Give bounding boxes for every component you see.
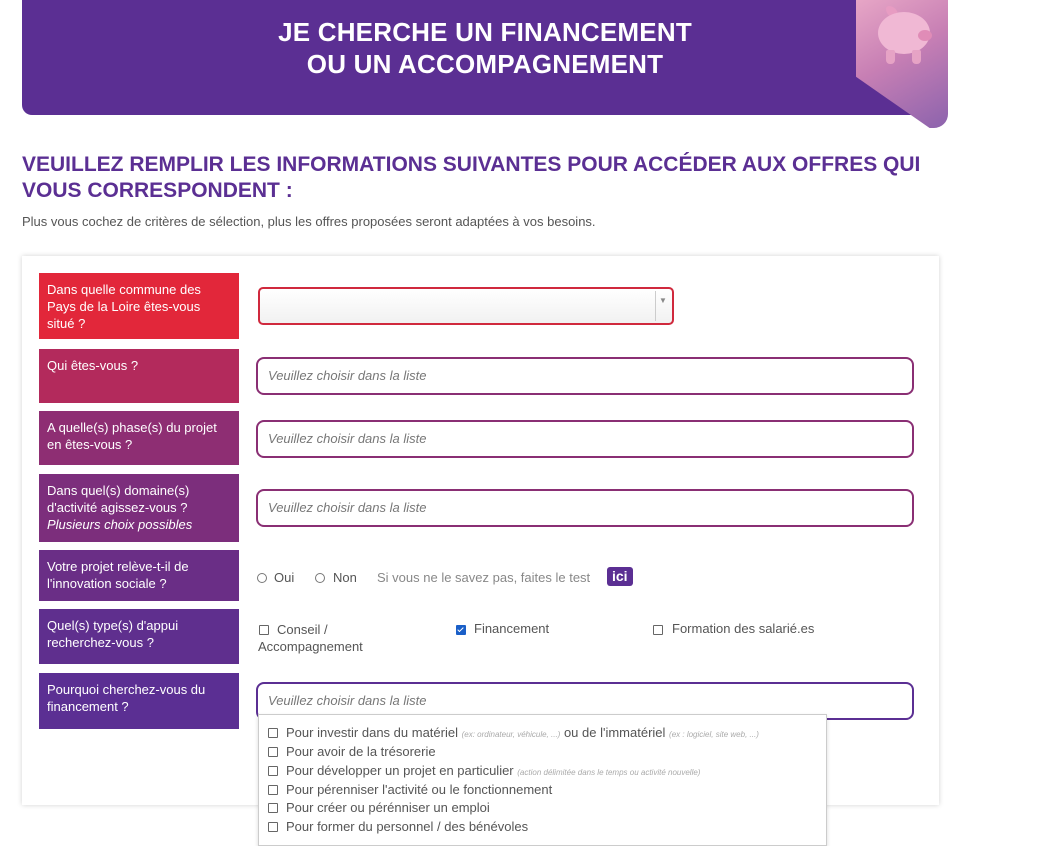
radio-oui-label[interactable]: Oui [274,570,295,585]
checkbox-financement[interactable] [456,625,466,635]
banner-title-line-2: OU UN ACCOMPAGNEMENT [306,49,664,79]
commune-select[interactable] [258,287,674,325]
domaine-activite-select[interactable]: Veuillez choisir dans la liste [256,489,914,527]
page-subtitle: Plus vous cochez de critères de sélection, plus les offres proposées seront adaptées à vos besoins. [22,214,596,229]
label-type-appui: Quel(s) type(s) d'appui recherchez-vous ? [39,609,239,664]
radio-non[interactable] [315,573,325,583]
reason-checkbox[interactable] [268,785,278,795]
list-item[interactable] [268,763,700,778]
label-commune: Dans quelle commune des Pays de la Loire êtes-vous situé ? [39,273,239,339]
reason-hint: (ex: ordinateur, véhicule, ...) [461,730,561,739]
label-qui-etes-vous: Qui êtes-vous ? [39,349,239,403]
reason-hint: (action délimitée dans le temps ou activité nouvelle) [517,768,701,777]
label-domaine-activite-hint: Plusieurs choix possibles [47,517,193,532]
reason-label: Pour développer un projet en particulier [286,763,514,778]
header-banner [22,0,948,115]
reason-checkbox[interactable] [268,803,278,813]
label-domaine-activite [39,474,239,542]
radio-oui[interactable] [257,573,267,583]
reason-label: Pour former du personnel / des bénévoles [286,819,529,834]
checkbox-conseil-label[interactable]: Conseil / Accompagnement [258,622,363,654]
pig-snout [918,30,932,41]
reason-hint-2: (ex : logiciel, site web, ...) [669,730,759,739]
label-innovation-sociale: Votre projet relève-t-il de l'innovation sociale ? [39,550,239,601]
page-heading: VEUILLEZ REMPLIR LES INFORMATIONS SUIVANTES POUR ACCÉDER AUX OFFRES QUI VOUS CORRESPONDENT : [22,153,921,202]
innovation-help-text: Si vous ne le savez pas, faites le test [377,570,591,585]
reason-label-2: ou de l'immatériel [563,725,666,740]
banner-title-line-1: JE CHERCHE UN FINANCEMENT [278,17,692,47]
label-domaine-activite-text: Dans quel(s) domaine(s) d'activité agissez-vous ? [47,483,190,515]
reason-label: Pour investir dans du matériel [286,725,458,740]
reason-checkbox[interactable] [268,822,278,832]
label-pourquoi-financement: Pourquoi cherchez-vous du financement ? [39,673,239,729]
pig-leg [886,50,895,64]
pig-leg [912,50,921,64]
reason-label: Pour avoir de la trésorerie [286,744,436,759]
chevron-down-icon[interactable]: ▼ [655,291,670,321]
list-item[interactable] [268,725,759,740]
checkbox-formation-label[interactable]: Formation des salarié.es [672,621,815,636]
radio-non-label[interactable]: Non [333,570,357,585]
reason-label: Pour créer ou pérénniser un emploi [286,800,490,815]
reason-checkbox[interactable] [268,728,278,738]
reason-checkbox[interactable] [268,747,278,757]
list-item[interactable] [268,782,552,797]
innovation-test-link[interactable]: ici [607,567,633,586]
list-item[interactable] [268,800,490,815]
reason-label: Pour pérenniser l'activité ou le fonctionnement [286,782,553,797]
banner-title [22,16,948,80]
checkbox-financement-label[interactable]: Financement [474,621,550,636]
phase-projet-select[interactable]: Veuillez choisir dans la liste [256,420,914,458]
reason-checkbox[interactable] [268,766,278,776]
checkbox-formation[interactable] [653,625,663,635]
reasons-dropdown [258,714,827,846]
label-phase-projet: A quelle(s) phase(s) du projet en êtes-vous ? [39,411,239,465]
qui-etes-vous-select[interactable]: Veuillez choisir dans la liste [256,357,914,395]
pourquoi-financement-select[interactable]: Veuillez choisir dans la liste [256,682,914,720]
list-item[interactable] [268,744,436,759]
